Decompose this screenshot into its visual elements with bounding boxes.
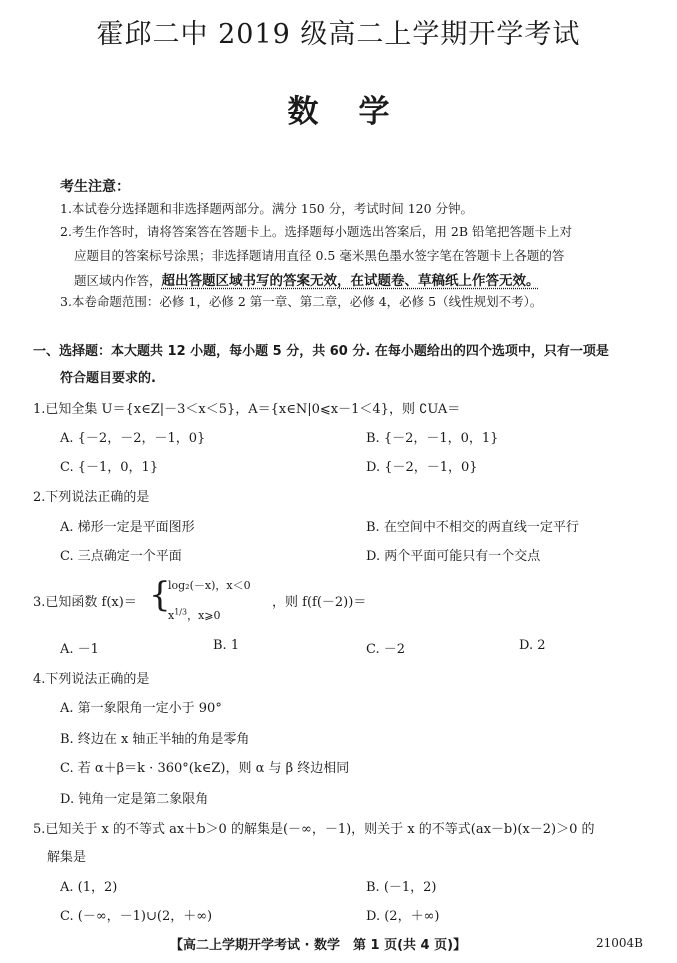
question-1-option-c: C. {－1，0，1} xyxy=(60,460,159,475)
question-2-option-b: B. 在空间中不相交的两直线一定平行 xyxy=(366,520,579,535)
piecewise-brace: { xyxy=(149,575,171,615)
page-footer: 【高二上学期开学考试 · 数学 第 1 页(共 4 页)】 xyxy=(170,938,467,953)
question-5-option-c: C. (－∞，－1)∪(2，＋∞) xyxy=(60,909,213,924)
question-3-case-2 xyxy=(168,607,221,623)
question-4-option-b: B. 终边在 x 轴正半轴的角是零角 xyxy=(60,732,250,747)
question-5-option-a: A. (1，2) xyxy=(60,880,118,895)
question-3-stem-prefix: 3.已知函数 f(x)＝ xyxy=(33,595,137,610)
section-heading-line-2: 符合题目要求的. xyxy=(60,371,156,386)
notice-item-1: 1.本试卷分选择题和非选择题两部分。满分 150 分，考试时间 120 分钟。 xyxy=(60,201,474,216)
question-1-option-d: D. {－2，－1，0} xyxy=(366,460,478,475)
question-5-option-b: B. (－1，2) xyxy=(366,880,437,895)
exam-title: 霍邱二中 2019 级高二上学期开学考试 xyxy=(96,19,581,50)
question-1-option-a: A. {－2，－2，－1，0} xyxy=(60,431,206,446)
question-3-case-1: log₂(－x)，x＜0 xyxy=(168,579,251,592)
question-4-option-a: A. 第一象限角一定小于 90° xyxy=(60,701,222,716)
question-3-case-2-condition: ，x⩾0 xyxy=(187,609,221,622)
question-4-option-d: D. 钝角一定是第二象限角 xyxy=(60,792,209,807)
notice-emphasis: 超出答题区域书写的答案无效，在试题卷、草稿纸上作答无效。 xyxy=(161,273,540,289)
question-3-option-d: D. 2 xyxy=(519,638,546,653)
question-3-option-c: C. －2 xyxy=(366,642,406,657)
question-1-stem: 1.已知全集 U＝{x∈Z|－3＜x＜5}，A＝{x∈N|0⩽x－1＜4}，则 ∁UA＝ xyxy=(33,402,461,417)
section-heading-line-1: 一、选择题：本大题共 12 小题，每小题 5 分，共 60 分. 在每小题给出的四个选项中，只有一项是 xyxy=(33,344,609,359)
question-5-stem-line-2: 解集是 xyxy=(47,850,87,865)
question-1-option-b: B. {－2，－1，0，1} xyxy=(366,431,499,446)
notice-item-2-line-3 xyxy=(74,269,540,289)
question-3-case-2-exponent: 1/3 xyxy=(174,607,188,617)
paper-code: 21004B xyxy=(596,936,643,950)
notice-heading: 考生注意： xyxy=(60,179,130,195)
question-2-option-d: D. 两个平面可能只有一个交点 xyxy=(366,549,541,564)
subject-title: 数学 xyxy=(287,94,430,130)
question-3-stem-suffix: ，则 f(f(－2))＝ xyxy=(272,595,367,610)
question-5-option-d: D. (2，＋∞) xyxy=(366,909,440,924)
question-2-option-c: C. 三点确定一个平面 xyxy=(60,549,182,564)
question-2-option-a: A. 梯形一定是平面图形 xyxy=(60,520,195,535)
question-3-option-a: A. －1 xyxy=(60,642,99,657)
notice-item-2-line-3-text: 题区域内作答， xyxy=(74,273,162,288)
notice-item-2-line-2: 应题目的答案标号涂黑；非选择题请用直径 0.5 毫米黑色墨水签字笔在答题卡上各题的答 xyxy=(74,248,565,263)
question-2-stem: 2.下列说法正确的是 xyxy=(33,490,150,505)
question-5-stem-line-1: 5.已知关于 x 的不等式 ax＋b＞0 的解集是(－∞，－1)，则关于 x 的不等式(ax－b)(x－2)＞0 的 xyxy=(33,822,595,837)
question-3-case-2-base: x xyxy=(168,609,175,622)
question-4-option-c: C. 若 α＋β＝k · 360°(k∈Z)，则 α 与 β 终边相同 xyxy=(60,761,350,776)
notice-item-2-line-1: 2.考生作答时，请将答案答在答题卡上。选择题每小题选出答案后，用 2B 铅笔把答题卡上对 xyxy=(60,224,573,239)
question-3-option-b: B. 1 xyxy=(213,638,240,653)
question-4-stem: 4.下列说法正确的是 xyxy=(33,672,150,687)
notice-item-3: 3.本卷命题范围：必修 1，必修 2 第一章、第二章，必修 4，必修 5（线性规划不考）。 xyxy=(60,294,543,309)
